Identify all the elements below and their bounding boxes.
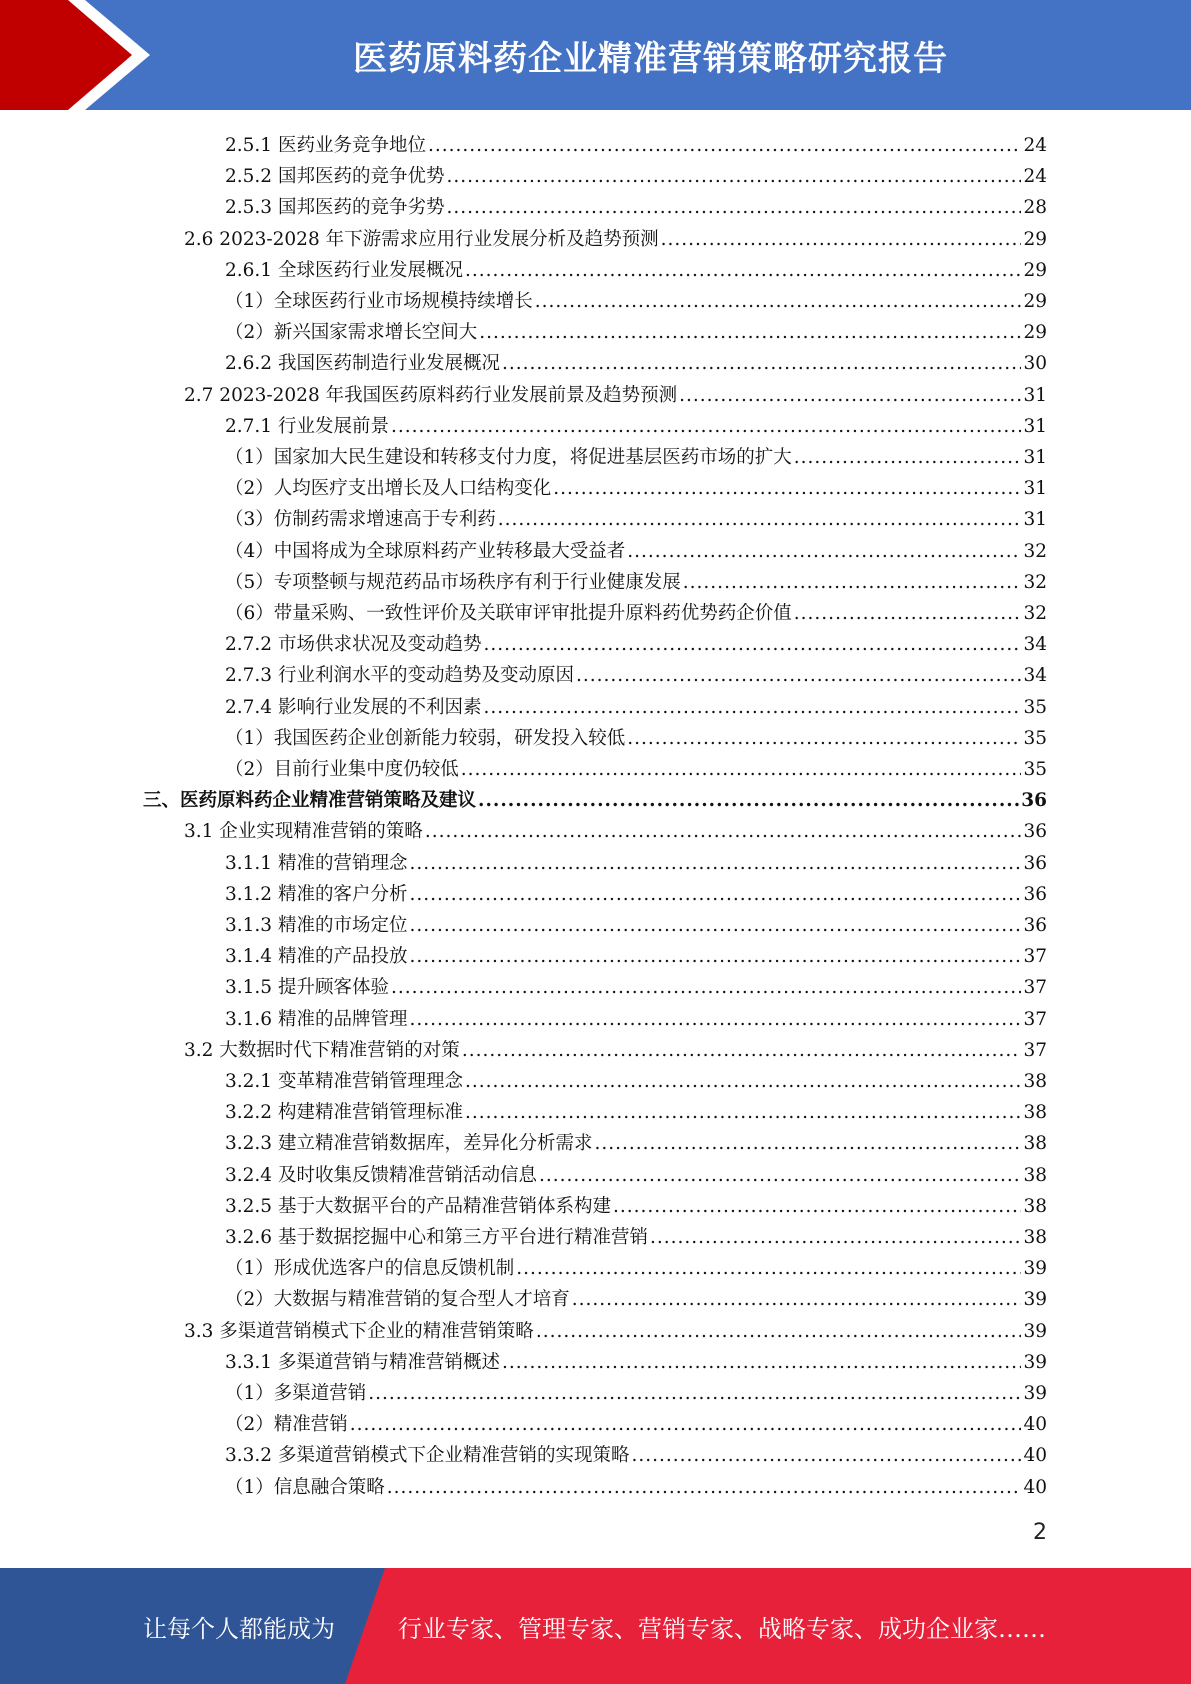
toc-entry-page: 29 [1023,322,1047,344]
toc-entry-label: 2.7.2 市场供求状况及变动趋势 [225,634,482,656]
toc-entry[interactable] [184,377,1047,408]
toc-entry[interactable] [225,1344,1047,1375]
toc-entry-page: 40 [1023,1445,1047,1467]
toc-entry[interactable] [225,1094,1047,1125]
toc-leader-dots [409,945,1021,969]
toc-entry-label: 2.6.2 我国医药制造行业发展概况 [225,353,500,375]
toc-entry-label: （6）带量采购、一致性评价及关联审评审批提升原料药优势药企价值 [225,603,792,624]
toc-entry-page: 29 [1023,259,1047,281]
toc-entry-page: 35 [1023,759,1047,780]
toc-entry-label: （1）形成优选客户的信息反馈机制 [225,1258,515,1280]
toc-entry[interactable] [225,657,1047,688]
toc-entry[interactable] [225,158,1047,189]
toc-leader-dots [794,602,1022,626]
toc-leader-dots [483,696,1021,720]
toc-leader-dots [661,228,1022,252]
toc-entry-page: 38 [1023,1195,1047,1217]
toc-entry-label: 3.3.2 多渠道营销模式下企业精准营销的实现策略 [225,1445,630,1467]
toc-entry-label: 2.7.4 影响行业发展的不利因素 [225,696,482,718]
toc-entry[interactable] [225,564,1047,595]
toc-entry[interactable] [225,1219,1047,1250]
toc-leader-dots [391,415,1021,439]
toc-entry-page: 38 [1023,1102,1047,1124]
toc-entry-page: 32 [1023,540,1047,562]
toc-leader-dots [409,914,1021,938]
toc-entry-label: 3.1.5 提升顾客体验 [225,977,389,999]
toc-leader-dots [478,789,1019,813]
toc-leader-dots [425,820,1022,844]
report-title: 医药原料药企业精准营销策略研究报告 [353,38,948,79]
toc-leader-dots [539,1164,1021,1188]
toc-entry-label: 3.1.1 精准的营销理念 [225,852,408,874]
page-number: 2 [1033,1520,1047,1545]
toc-entry[interactable] [225,1125,1047,1156]
toc-entry-label: 3.2.6 基于数据挖掘中心和第三方平台进行精准营销 [225,1227,648,1248]
header-arrow-icon [0,0,140,110]
toc-entry-page: 32 [1023,603,1047,624]
toc-entry[interactable] [225,969,1047,1000]
toc-entry-label: 3.1.2 精准的客户分析 [225,883,408,905]
toc-leader-dots [627,540,1021,564]
toc-leader-dots [613,1195,1021,1219]
toc-entry-label: 2.6 2023-2028 年下游需求应用行业发展分析及趋势预测 [184,228,659,250]
toc-entry[interactable] [225,1063,1047,1094]
toc-entry[interactable] [225,1469,1047,1500]
toc-entry-page: 24 [1023,135,1047,156]
toc-entry[interactable] [225,595,1047,626]
toc-entry[interactable] [225,470,1047,501]
toc-entry-page: 38 [1023,1071,1047,1092]
toc-entry[interactable] [225,876,1047,907]
toc-entry-page: 34 [1023,665,1047,687]
toc-entry-label: 三、医药原料药企业精准营销策略及建议 [143,790,477,812]
toc-entry-label: 2.5.3 国邦医药的竞争劣势 [225,197,445,219]
toc-entry[interactable] [225,1406,1047,1437]
toc-entry[interactable] [184,221,1047,252]
toc-entry-page: 38 [1023,1164,1047,1186]
toc-entry-page: 35 [1023,727,1047,749]
toc-entry[interactable] [225,127,1047,158]
toc-leader-dots [794,446,1022,470]
footer-slogan-right: 行业专家、管理专家、营销专家、战略专家、成功企业家…… [398,1614,1046,1643]
toc-leader-dots [350,1413,1022,1437]
toc-entry-label: 3.1 企业实现精准营销的策略 [184,821,423,843]
toc-leader-dots [409,852,1021,876]
toc-entry-page: 39 [1023,1383,1047,1404]
toc-leader-dots [368,1382,1021,1406]
toc-entry-label: 3.2.5 基于大数据平台的产品精准营销体系构建 [225,1195,611,1217]
toc-entry[interactable] [225,314,1047,345]
toc-entry-label: （1）信息融合策略 [225,1476,385,1498]
toc-entry-page: 37 [1023,977,1047,999]
toc-entry-label: （1）多渠道营销 [225,1383,367,1404]
toc-entry[interactable] [225,345,1047,376]
toc-entry-page: 31 [1023,447,1047,468]
toc-entry-label: 2.5.1 医药业务竞争地位 [225,135,426,156]
toc-entry[interactable] [225,1375,1047,1406]
toc-entry[interactable] [225,408,1047,439]
toc-entry[interactable] [225,938,1047,969]
toc-leader-dots [446,165,1021,189]
toc-entry-label: 3.2.3 建立精准营销数据库，差异化分析需求 [225,1133,593,1155]
toc-entry-label: （3）仿制药需求增速高于专利药 [225,509,496,531]
toc-entry-page: 40 [1023,1476,1047,1498]
toc-entry[interactable] [225,1250,1047,1281]
toc-entry[interactable] [184,813,1047,844]
toc-entry-page: 24 [1023,166,1047,188]
toc-entry-label: （2）精准营销 [225,1414,348,1436]
toc-entry-label: （4）中国将成为全球原料药产业转移最大受益者 [225,540,626,562]
toc-entry-label: 3.1.4 精准的产品投放 [225,946,408,968]
toc-entry[interactable] [225,689,1047,720]
toc-entry-page: 39 [1023,1320,1047,1342]
toc-entry[interactable] [143,782,1047,813]
toc-entry-label: 2.7.1 行业发展前景 [225,415,389,437]
toc-entry-label: （1）我国医药企业创新能力较弱，研发投入较低 [225,727,626,749]
toc-entry[interactable] [225,439,1047,470]
toc-entry[interactable] [184,1313,1047,1344]
toc-leader-dots [631,1444,1021,1468]
toc-entry-page: 31 [1023,415,1047,437]
toc-entry[interactable] [225,751,1047,782]
toc-entry-page: 29 [1023,228,1047,250]
toc-entry-label: 2.6.1 全球医药行业发展概况 [225,259,463,281]
toc-entry-page: 36 [1021,790,1047,812]
toc-entry-page: 30 [1023,353,1047,375]
toc-leader-dots [650,1226,1021,1250]
toc-entry-page: 40 [1023,1414,1047,1436]
toc-entry[interactable] [225,845,1047,876]
toc-entry[interactable] [225,1001,1047,1032]
toc-entry-page: 39 [1023,1351,1047,1373]
toc-entry-page: 29 [1023,291,1047,312]
toc-entry[interactable] [225,1437,1047,1468]
toc-leader-dots [498,508,1022,532]
toc-entry[interactable] [225,626,1047,657]
toc-entry[interactable] [184,1032,1047,1063]
toc-entry-page: 38 [1023,1133,1047,1155]
page-header [0,0,1191,110]
toc-leader-dots [576,664,1021,688]
toc-leader-dots [594,1132,1021,1156]
page-footer [0,1568,1191,1684]
toc-entry-label: 3.3 多渠道营销模式下企业的精准营销策略 [184,1320,534,1342]
toc-entry-page: 36 [1023,852,1047,874]
toc-entry-label: （2）大数据与精准营销的复合型人才培育 [225,1289,570,1311]
toc-entry-label: 3.2.2 构建精准营销管理标准 [225,1102,463,1124]
toc-entry-page: 36 [1023,821,1047,843]
toc-entry[interactable] [225,1188,1047,1219]
toc-leader-dots [428,134,1021,158]
toc-leader-dots [483,633,1021,657]
footer-slogan-left: 让每个人都能成为 [143,1614,335,1643]
toc-entry-label: 3.2.4 及时收集反馈精准营销活动信息 [225,1164,537,1186]
toc-leader-dots [679,384,1021,408]
toc-leader-dots [446,196,1021,220]
toc-entry-page: 35 [1023,696,1047,718]
toc-leader-dots [465,1070,1021,1094]
toc-entry-page: 39 [1023,1258,1047,1280]
toc-entry-page: 39 [1023,1289,1047,1311]
toc-leader-dots [572,1288,1022,1312]
toc-leader-dots [502,1351,1021,1375]
toc-entry-label: （2）目前行业集中度仍较低 [225,759,459,780]
toc-entry-label: 2.5.2 国邦医药的竞争优势 [225,166,445,188]
toc-entry[interactable] [225,1157,1047,1188]
toc-entry-page: 37 [1023,1039,1047,1061]
toc-leader-dots [535,290,1022,314]
toc-entry[interactable] [225,720,1047,751]
toc-entry-label: 3.2 大数据时代下精准营销的对策 [184,1039,460,1061]
toc-entry-page: 31 [1023,509,1047,531]
toc-entry-page: 32 [1023,571,1047,593]
toc-entry-page: 37 [1023,946,1047,968]
toc-entry-page: 28 [1023,197,1047,219]
toc-entry-page: 37 [1023,1008,1047,1030]
toc-leader-dots [462,1039,1022,1063]
toc-leader-dots [627,727,1021,751]
toc-leader-dots [461,758,1022,782]
toc-entry[interactable] [225,189,1047,220]
toc-entry-page: 34 [1023,634,1047,656]
toc-leader-dots [409,883,1021,907]
toc-leader-dots [387,1476,1022,1500]
toc-entry[interactable] [225,533,1047,564]
toc-leader-dots [683,571,1022,595]
toc-entry-label: （2）人均医疗支出增长及人口结构变化 [225,478,552,500]
toc-entry-label: 3.2.1 变革精准营销管理理念 [225,1071,463,1092]
toc-entry-label: （1）全球医药行业市场规模持续增长 [225,291,533,312]
toc-entry-label: （1）国家加大民生建设和转移支付力度，将促进基层医药市场的扩大 [225,447,792,468]
toc-entry-page: 38 [1023,1227,1047,1248]
toc-entry-label: （5）专项整顿与规范药品市场秩序有利于行业健康发展 [225,571,681,593]
toc-entry-label: 3.1.3 精准的市场定位 [225,915,408,936]
toc-leader-dots [465,259,1021,283]
toc-entry-label: 2.7 2023-2028 年我国医药原料药行业发展前景及趋势预测 [184,384,678,406]
toc-entry-label: 3.3.1 多渠道营销与精准营销概述 [225,1351,500,1373]
toc-leader-dots [409,1008,1021,1032]
toc-leader-dots [391,976,1021,1000]
toc-entry-page: 36 [1023,915,1047,936]
toc-entry-page: 36 [1023,883,1047,905]
toc-entry[interactable] [225,907,1047,938]
toc-entry[interactable] [225,1281,1047,1312]
toc-entry-label: （2）新兴国家需求增长空间大 [225,322,478,344]
toc-leader-dots [553,477,1021,501]
toc-entry[interactable] [225,501,1047,532]
toc-leader-dots [502,352,1021,376]
toc-leader-dots [536,1320,1022,1344]
toc-entry-label: 3.1.6 精准的品牌管理 [225,1008,408,1030]
toc-entry[interactable] [225,252,1047,283]
toc-leader-dots [516,1257,1021,1281]
toc-entry-page: 31 [1023,478,1047,500]
toc-leader-dots [479,321,1021,345]
toc-entry-page: 31 [1023,384,1047,406]
toc-entry-label: 2.7.3 行业利润水平的变动趋势及变动原因 [225,665,574,687]
toc-leader-dots [465,1101,1021,1125]
toc-entry[interactable] [225,283,1047,314]
